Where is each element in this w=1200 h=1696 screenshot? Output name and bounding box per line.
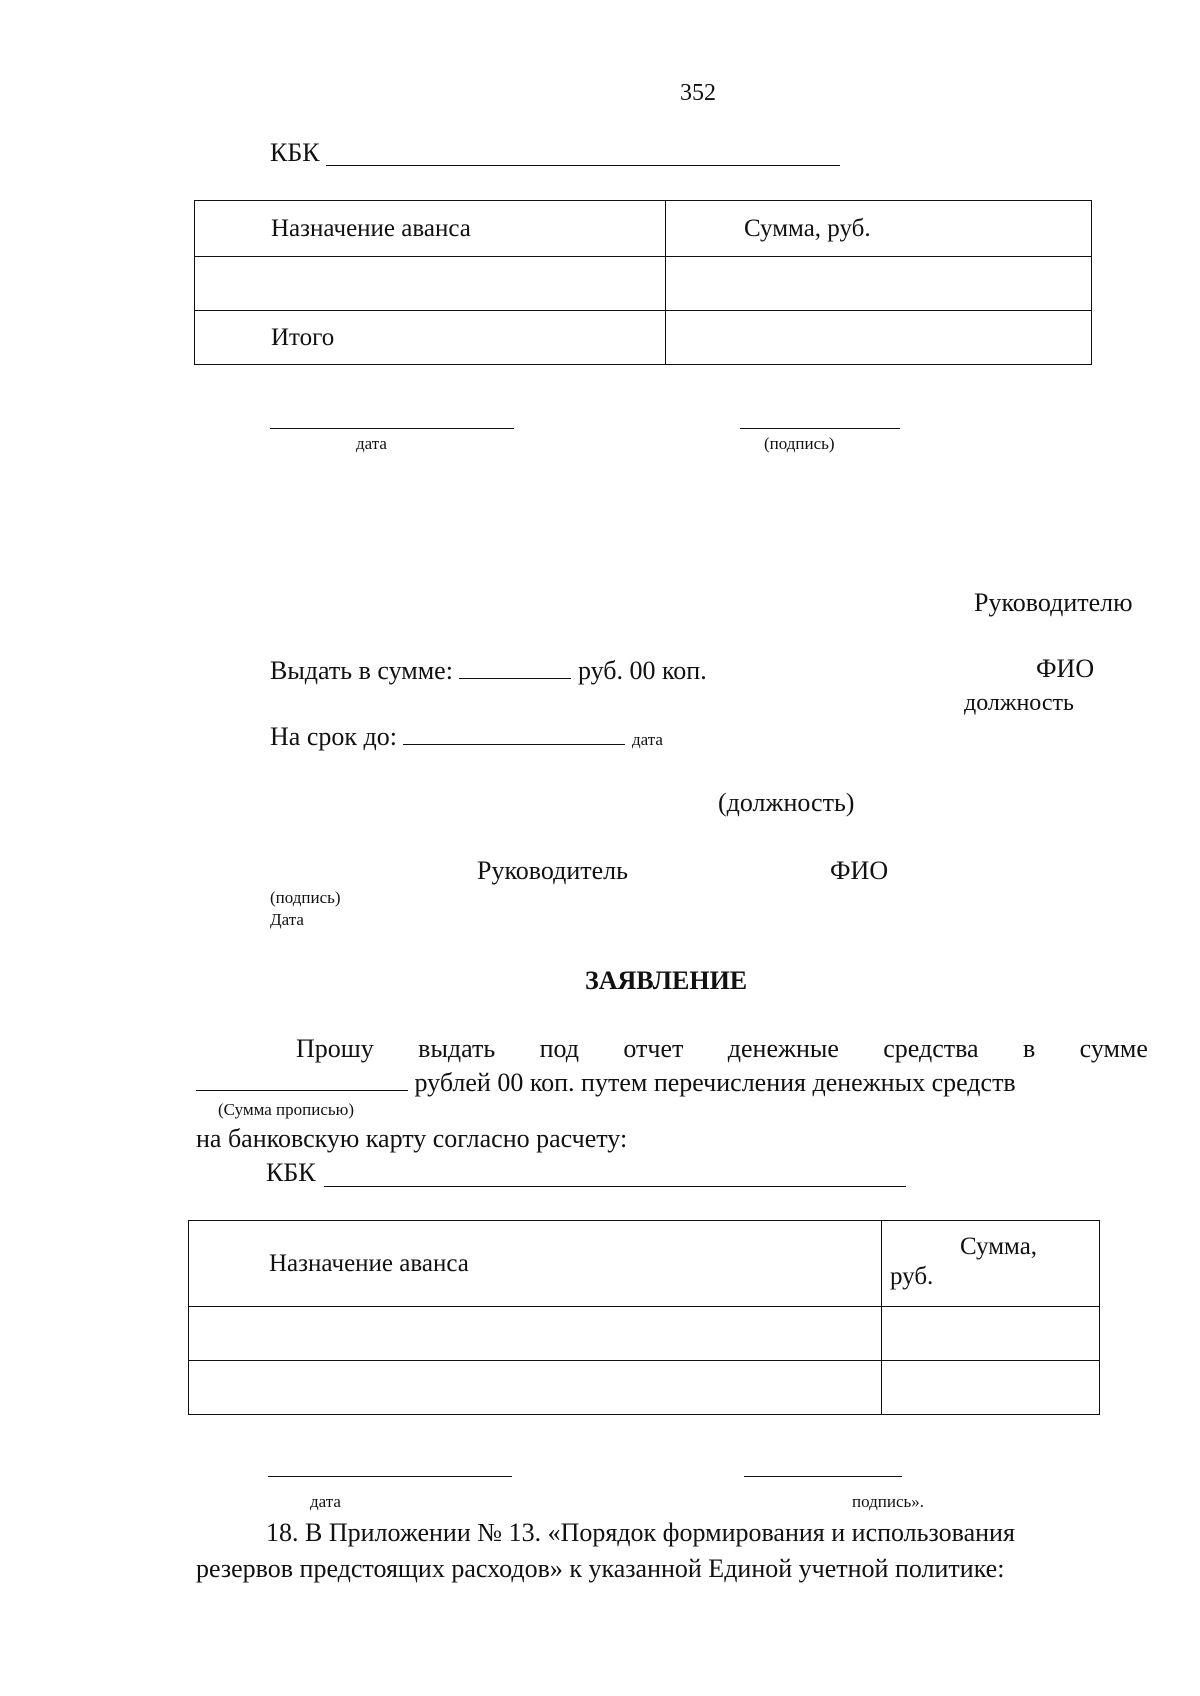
amount-words-caption: (Сумма прописью) <box>218 1100 354 1119</box>
addressee-to: Руководителю <box>974 588 1133 617</box>
header-sum-2-line1: Сумма, <box>960 1233 1038 1260</box>
statement-word: средства <box>883 1034 979 1063</box>
statement-word: отчет <box>623 1034 684 1063</box>
table-header-row <box>195 201 1092 257</box>
paragraph-18-line-2: резервов предстоящих расходов» к указанной Единой учетной политике: <box>196 1554 1005 1583</box>
issue-label: Выдать в сумме: <box>270 656 453 685</box>
statement-line-2 <box>196 1068 1016 1098</box>
statement-word: денежные <box>727 1034 839 1063</box>
addressee-position: должность <box>964 690 1074 716</box>
signature-line-2 <box>744 1476 902 1477</box>
header-sum-2-line2: руб. <box>890 1263 934 1290</box>
term-label: На срок до: <box>270 722 397 751</box>
statement-word: Прошу <box>296 1034 374 1063</box>
statement-word: сумме <box>1079 1034 1148 1063</box>
issue-suffix: руб. 00 коп. <box>577 656 707 685</box>
signature-caption-1: (подпись) <box>764 434 835 453</box>
table-row <box>189 1361 1100 1415</box>
table-header-cell <box>195 201 666 257</box>
statement-word: в <box>1022 1034 1036 1063</box>
table-cell <box>882 1307 1100 1361</box>
statement-word: под <box>539 1034 580 1063</box>
cell-purpose <box>189 1374 265 1401</box>
order-date-caption: Дата <box>270 910 304 929</box>
cell-sum <box>666 270 744 297</box>
head-label: Руководитель <box>477 856 628 885</box>
amount-words-fill <box>196 1070 408 1091</box>
kbk-label: КБК <box>270 138 320 167</box>
statement-line-1 <box>296 1034 1148 1064</box>
position-caption: (должность) <box>718 788 855 817</box>
term-line <box>270 722 663 752</box>
statement-line-3: на банковскую карту согласно расчету: <box>196 1124 628 1153</box>
header-purpose: Назначение аванса <box>271 214 471 242</box>
table-row <box>189 1307 1100 1361</box>
cell-purpose <box>195 270 271 297</box>
table-cell <box>189 1361 882 1415</box>
table-cell <box>195 311 666 365</box>
cell-total-label: Итого <box>271 323 335 351</box>
statement-word: выдать <box>418 1034 496 1063</box>
advance-table-2 <box>188 1220 1100 1415</box>
date-caption-2: дата <box>310 1492 341 1511</box>
table-row <box>195 257 1092 311</box>
addressee-fio: ФИО <box>1036 654 1095 683</box>
table-cell <box>882 1361 1100 1415</box>
cell-purpose <box>189 1320 265 1347</box>
header-sum: Сумма, руб. <box>744 214 871 242</box>
table-cell <box>666 257 1092 311</box>
date-line-2 <box>268 1476 512 1477</box>
issue-amount-fill <box>459 658 571 679</box>
table-header-cell <box>666 201 1092 257</box>
date-caption-1: дата <box>356 434 387 453</box>
term-fill <box>403 724 625 745</box>
term-caption: дата <box>631 730 663 749</box>
signature-line-1 <box>740 428 900 429</box>
head-fio: ФИО <box>830 856 889 885</box>
order-signature-caption: (подпись) <box>270 888 341 907</box>
signature-caption-2: подпись». <box>852 1492 925 1511</box>
advance-table-1 <box>194 200 1092 365</box>
table-cell <box>666 311 1092 365</box>
cell-sum <box>882 1320 960 1347</box>
table-row <box>195 311 1092 365</box>
statement-title: ЗАЯВЛЕНИЕ <box>585 966 748 995</box>
cell-sum <box>882 1374 960 1401</box>
paragraph-18-line-1: 18. В Приложении № 13. «Порядок формирования и использования <box>266 1518 1015 1547</box>
table-header-cell <box>882 1221 1100 1307</box>
date-line-1 <box>270 428 514 429</box>
table-cell <box>189 1307 882 1361</box>
kbk-fill-line-2 <box>324 1186 906 1187</box>
table-cell <box>195 257 666 311</box>
table-header-cell <box>189 1221 882 1307</box>
statement-line-2-text: рублей 00 коп. путем перечисления денежных средств <box>414 1068 1016 1097</box>
kbk-label-2: КБК <box>266 1158 316 1187</box>
kbk-fill-line <box>326 165 840 166</box>
header-purpose-2: Назначение аванса <box>269 1249 469 1277</box>
page-number: 352 <box>680 80 716 106</box>
issue-amount-line <box>270 656 707 686</box>
cell-total-sum <box>666 324 744 351</box>
table-header-row <box>189 1221 1100 1307</box>
